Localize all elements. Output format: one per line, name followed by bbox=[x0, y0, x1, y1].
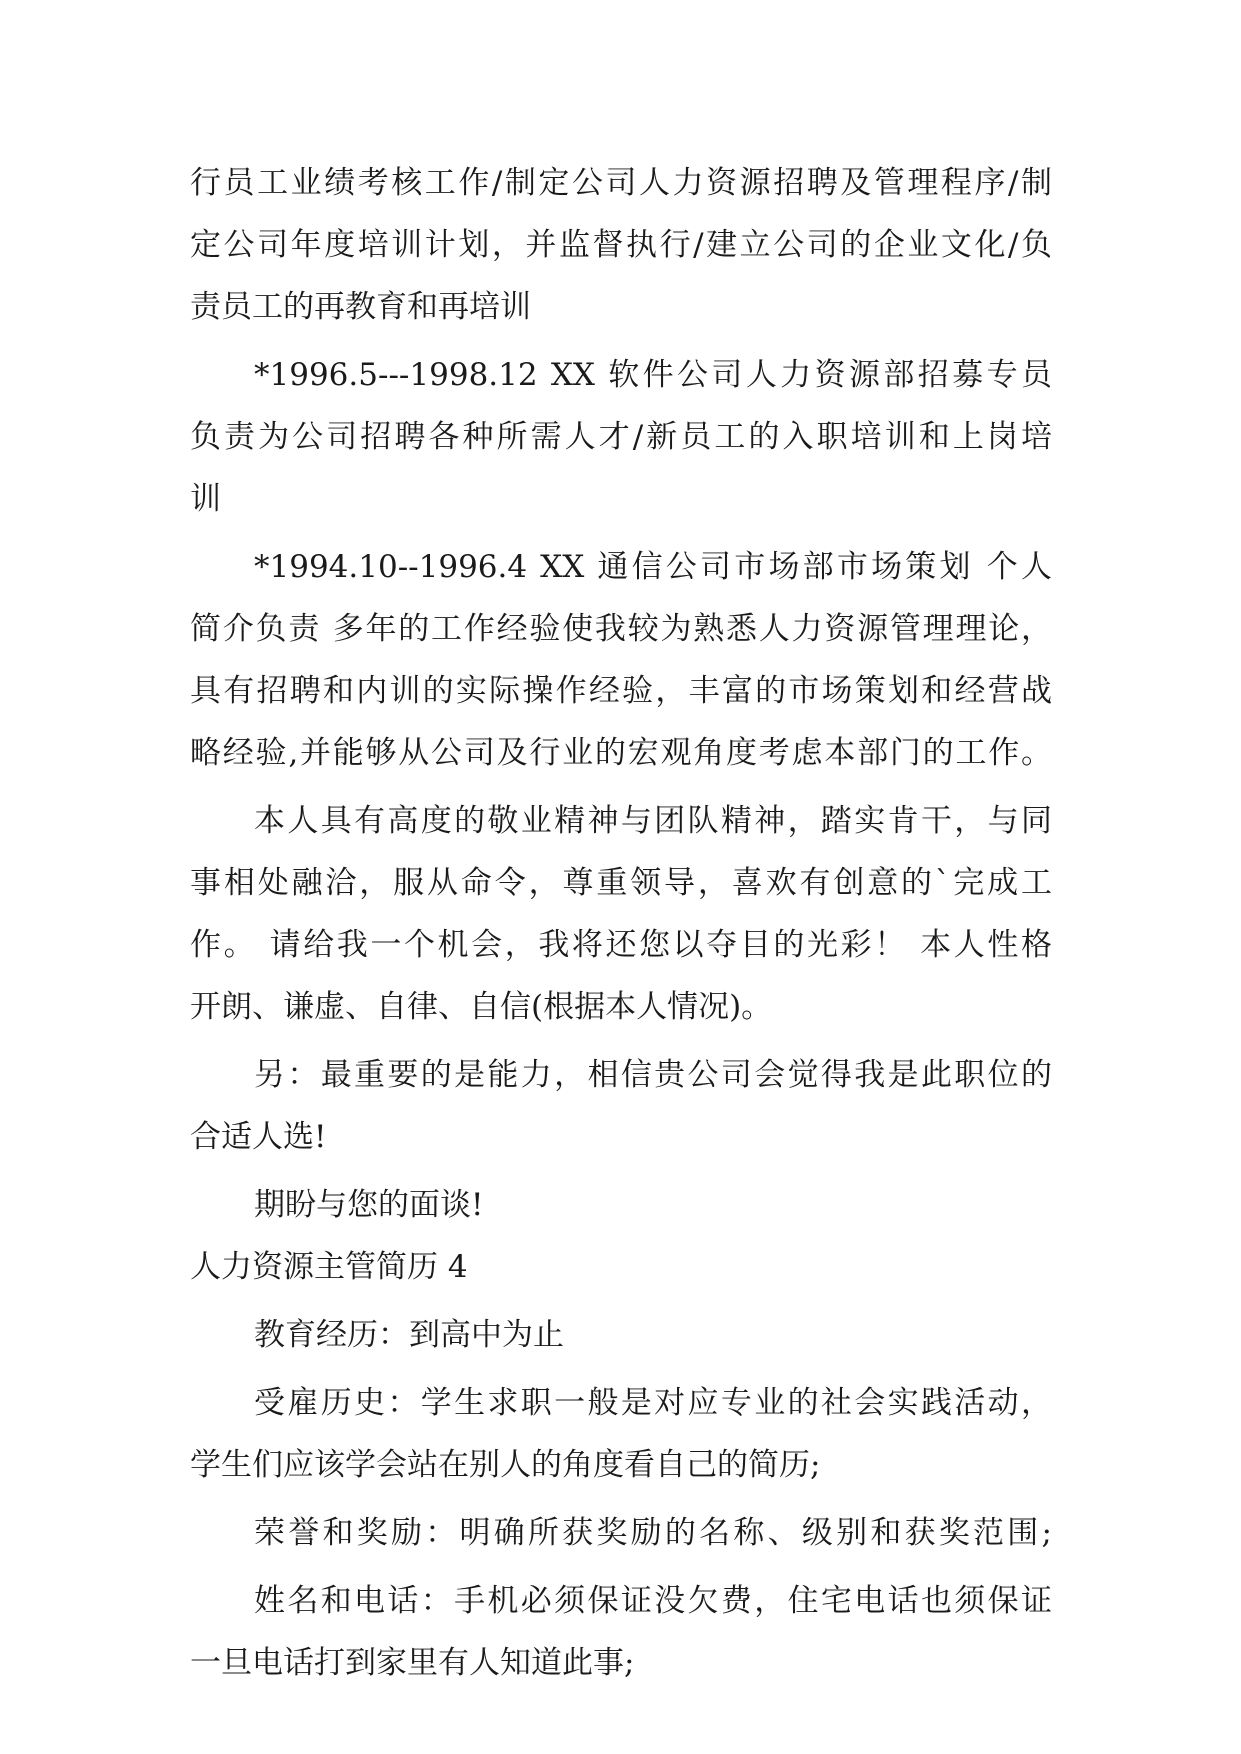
text-line: 训 bbox=[190, 481, 221, 517]
text-line: *1996.5---1998.12 XX 软件公司人力资源部招募专员 bbox=[254, 357, 1052, 393]
text-line: 受雇历史：学生求职一般是对应专业的社会实践活动， bbox=[254, 1385, 1052, 1421]
text-line: 行员工业绩考核工作/制定公司人力资源招聘及管理程序/制 bbox=[190, 165, 1052, 201]
text-line: 另：最重要的是能力，相信贵公司会觉得我是此职位的 bbox=[254, 1057, 1052, 1093]
text-line: 本人具有高度的敬业精神与团队精神，踏实肯干，与同 bbox=[254, 803, 1052, 839]
text-line: 责员工的再教育和再培训 bbox=[190, 289, 531, 325]
text-line: 姓名和电话：手机必须保证没欠费，住宅电话也须保证 bbox=[254, 1583, 1052, 1619]
text-line: 一旦电话打到家里有人知道此事; bbox=[190, 1645, 635, 1681]
text-line: 荣誉和奖励：明确所获奖励的名称、级别和获奖范围; bbox=[254, 1515, 1052, 1551]
text-line: 学生们应该学会站在别人的角度看自己的简历; bbox=[190, 1447, 821, 1483]
text-line: 作。 请给我一个机会，我将还您以夺目的光彩！ 本人性格 bbox=[190, 927, 1052, 963]
text-line: 合适人选! bbox=[190, 1119, 327, 1155]
text-line: 开朗、谦虚、自律、自信(根据本人情况)。 bbox=[190, 989, 773, 1025]
section-heading: 人力资源主管简历 4 bbox=[190, 1249, 468, 1285]
text-line: 定公司年度培训计划，并监督执行/建立公司的企业文化/负 bbox=[190, 227, 1052, 263]
text-line: 期盼与您的面谈! bbox=[254, 1187, 484, 1223]
text-line: 事相处融洽，服从命令，尊重领导，喜欢有创意的`完成工 bbox=[190, 865, 1052, 901]
text-line: 具有招聘和内训的实际操作经验，丰富的市场策划和经营战 bbox=[190, 673, 1052, 709]
text-line: 负责为公司招聘各种所需人才/新员工的入职培训和上岗培 bbox=[190, 419, 1052, 455]
text-line: 简介负责 多年的工作经验使我较为熟悉人力资源管理理论， bbox=[190, 611, 1052, 647]
text-line: 教育经历：到高中为止 bbox=[254, 1317, 564, 1353]
text-line: *1994.10--1996.4 XX 通信公司市场部市场策划 个人 bbox=[254, 549, 1052, 585]
text-line: 略经验,并能够从公司及行业的宏观角度考虑本部门的工作。 bbox=[190, 735, 1052, 771]
